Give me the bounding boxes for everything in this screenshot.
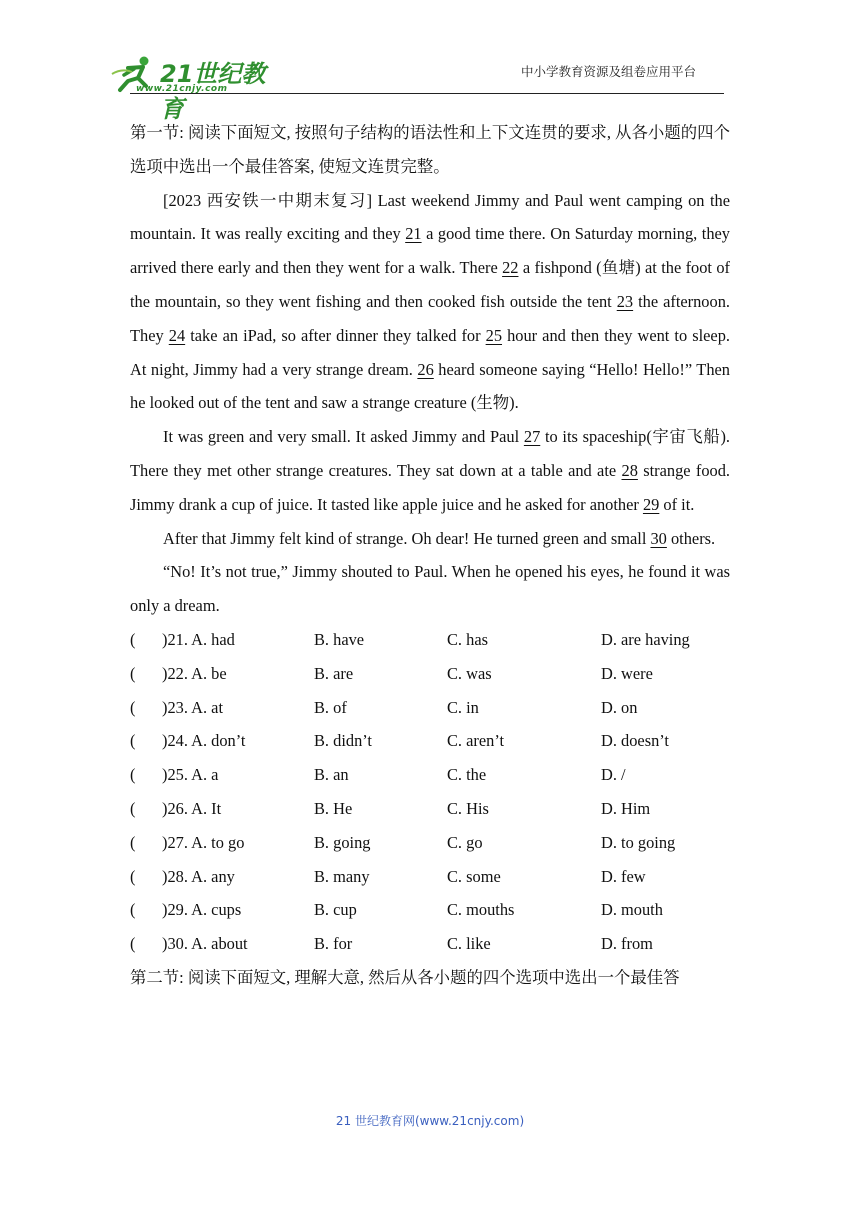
answer-paren[interactable]: (	[130, 832, 136, 852]
option-b: B. an	[314, 765, 349, 785]
option-c: C. aren’t	[447, 731, 505, 751]
header-divider	[130, 93, 724, 94]
blank-21: 21	[405, 224, 422, 244]
option-c: C. go	[447, 832, 483, 852]
section1-title: 第一节: 阅读下面短文, 按照句子结构的语法性和上下文连贯的要求, 从各小题的四个选项中选出一个最佳答案, 使短文连贯完整。	[130, 123, 730, 176]
blank-26: 26	[417, 359, 434, 379]
passage-paragraph-3	[130, 522, 730, 556]
option-a: )21. A. had	[162, 629, 235, 649]
option-c: C. like	[447, 934, 491, 954]
passage-text: to its spaceship(宇宙飞船). There they met other strange creatures. They sat down at a table and ate	[130, 427, 730, 480]
answer-paren[interactable]: (	[130, 765, 136, 785]
answer-paren[interactable]: (	[130, 900, 136, 920]
logo	[110, 54, 285, 123]
page-footer[interactable]: 21 世纪教育网(www.21cnjy.com)	[335, 1114, 525, 1128]
option-b: B. have	[314, 629, 365, 649]
answer-paren[interactable]: (	[130, 663, 136, 683]
option-d: D. from	[601, 934, 653, 954]
option-b: B. for	[314, 934, 353, 954]
question-row	[130, 623, 730, 657]
passage-text: the afternoon. They	[130, 291, 730, 345]
option-b: B. going	[314, 832, 371, 852]
passage-text: of it.	[659, 494, 695, 514]
option-d: D. on	[601, 697, 638, 717]
option-d: D. /	[601, 765, 626, 785]
option-c: C. some	[447, 866, 501, 886]
question-list	[130, 623, 730, 961]
blank-29: 29	[642, 494, 660, 514]
option-d: D. are having	[601, 629, 690, 649]
question-row	[130, 657, 730, 691]
option-c: C. in	[447, 697, 479, 717]
question-row	[130, 691, 730, 725]
blank-28: 28	[621, 460, 638, 480]
passage-text: others.	[666, 528, 716, 548]
option-a: )26. A. It	[162, 798, 222, 818]
passage-paragraph-1	[130, 184, 730, 421]
option-a: )29. A. cups	[162, 900, 242, 920]
answer-paren[interactable]: (	[130, 866, 136, 886]
option-a: )30. A. about	[162, 934, 248, 954]
blank-25: 25	[485, 325, 503, 345]
question-row	[130, 792, 730, 826]
passage-text: heard someone saying “Hello! Hello!” Then he looked out of the tent and saw a strange creature (生物).	[130, 359, 730, 413]
passage-text: Last weekend Jimmy and Paul went camping on the mountain. It was really exciting and they	[130, 190, 730, 244]
section2-title: 第二节: 阅读下面短文, 理解大意, 然后从各小题的四个选项中选出一个最佳答	[130, 967, 680, 987]
option-d: D. were	[601, 663, 653, 683]
page-header	[110, 50, 724, 123]
platform-name: 中小学教育资源及组卷应用平台	[520, 64, 696, 79]
question-row	[130, 826, 730, 860]
question-row	[130, 758, 730, 792]
answer-paren[interactable]: (	[130, 934, 136, 954]
passage-text: a fishpond (鱼塘) at the foot of the mountain, so they went fishing and then cooked fish outside the tent	[130, 258, 730, 311]
blank-27: 27	[523, 427, 541, 447]
passage-text: It was green and very small. It asked Jimmy and Paul	[163, 427, 524, 447]
blank-30: 30	[650, 528, 667, 548]
logo-url: www.21cnjy.com	[136, 84, 228, 94]
option-c: C. the	[447, 765, 487, 785]
option-b: B. He	[314, 798, 353, 818]
option-b: B. cup	[314, 900, 357, 920]
option-a: )23. A. at	[162, 697, 224, 717]
option-b: B. of	[314, 697, 347, 717]
option-c: C. mouths	[447, 900, 515, 920]
option-a: )28. A. any	[162, 866, 235, 886]
answer-paren[interactable]: (	[130, 697, 136, 717]
blank-24: 24	[168, 325, 186, 345]
answer-paren[interactable]: (	[130, 629, 136, 649]
passage-source: [2023 西安铁一中期末复习]	[163, 190, 373, 210]
option-d: D. mouth	[601, 900, 663, 920]
passage-text: a good time there. On Saturday morning, they arrived there early and then they went for a walk. There	[130, 224, 730, 278]
option-b: B. are	[314, 663, 354, 683]
passage-text: hour and then they went to sleep. At night, Jimmy had a very strange dream.	[130, 325, 730, 379]
option-d: D. few	[601, 866, 646, 886]
passage-paragraph-2	[130, 420, 730, 521]
blank-22: 22	[502, 258, 519, 278]
option-c: C. has	[447, 629, 488, 649]
passage-text: strange food. Jimmy drank a cup of juice. It tasted like apple juice and he asked for another	[130, 460, 731, 514]
option-d: D. doesn’t	[601, 731, 669, 751]
option-a: )24. A. don’t	[162, 731, 246, 751]
question-row	[130, 724, 730, 758]
answer-paren[interactable]: (	[130, 731, 136, 751]
passage-text: take an iPad, so after dinner they talked for	[185, 325, 486, 345]
option-c: C. was	[447, 663, 492, 683]
question-row	[130, 927, 730, 961]
option-b: B. didn’t	[314, 731, 372, 751]
option-a: )27. A. to go	[162, 832, 245, 852]
option-d: D. to going	[601, 832, 676, 852]
question-row	[130, 860, 730, 894]
question-row	[130, 893, 730, 927]
option-d: D. Him	[601, 798, 651, 818]
answer-paren[interactable]: (	[130, 798, 136, 818]
option-a: )25. A. a	[162, 765, 219, 785]
logo-text: 21世纪教育	[160, 60, 266, 123]
option-a: )22. A. be	[162, 663, 227, 683]
blank-23: 23	[616, 291, 634, 311]
passage-text: After that Jimmy felt kind of strange. Oh dear! He turned green and small	[163, 528, 651, 548]
main-content	[130, 116, 730, 995]
passage-paragraph-4: “No! It’s not true,” Jimmy shouted to Paul. When he opened his eyes, he found it was only a dream.	[130, 562, 730, 616]
option-c: C. His	[447, 798, 489, 818]
option-b: B. many	[314, 866, 370, 886]
